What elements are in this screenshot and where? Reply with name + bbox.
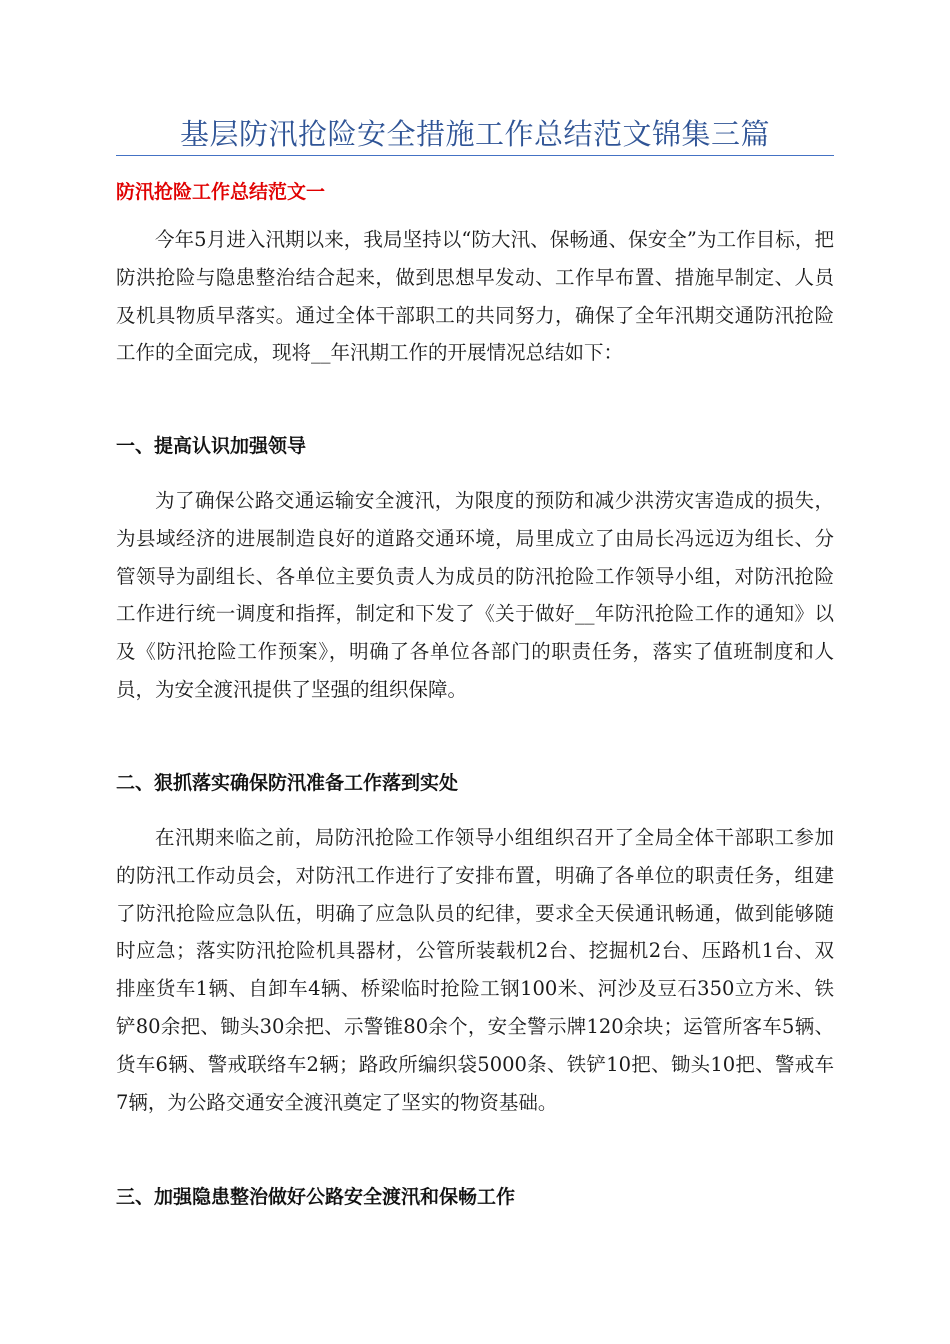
- heading-3: 三、加强隐患整治做好公路安全渡汛和保畅工作: [116, 1186, 516, 1208]
- section-title: 防汛抢险工作总结范文一: [116, 181, 326, 203]
- intro-paragraph: 今年5月进入汛期以来，我局坚持以“防大汛、保畅通、保安全”为工作目标，把防洪抢险与隐患整治结合起来，做到思想早发动、工作早布置、措施早制定、人员及机具物质早落实。通过全体干部职工的共同努力，确保了全年汛期交通防汛抢险工作的全面完成，现将__年汛期工作的开展情况总结如下：: [116, 228, 834, 365]
- title-underline: [116, 155, 834, 156]
- paragraph-1: 为了确保公路交通运输安全渡汛，为限度的预防和减少洪涝灾害造成的损失，为县域经济的进展制造良好的道路交通环境，局里成立了由局长冯远迈为组长、分管领导为副组长、各单位主要负责人为成员的防汛抢险工作领导小组，对防汛抢险工作进行统一调度和指挥，制定和下发了《关于做好__年防汛抢险工作的通知》以及《防汛抢险工作预案》，明确了各单位各部门的职责任务，落实了值班制度和人员，为安全渡汛提供了坚强的组织保障。: [116, 489, 834, 701]
- paragraph-2: 在汛期来临之前，局防汛抢险工作领导小组组织召开了全局全体干部职工参加的防汛工作动员会，对防汛工作进行了安排布置，明确了各单位的职责任务，组建了防汛抢险应急队伍，明确了应急队员的纪律，要求全天侯通讯畅通，做到能够随时应急；落实防汛抢险机具器材，公管所装载机2台、挖掘机2台、压路机1台、双排座货车1辆、自卸车4辆、桥梁临时抢险工钢100米、河沙及豆石350立方米、铁铲80余把、锄头30余把、示警锥80余个，安全警示牌120余块；运管所客车5辆、货车6辆、警戒联络车2辆；路政所编织袋5000条、铁铲10把、锄头10把、警戒车7辆，为公路交通安全渡汛奠定了坚实的物资基础。: [116, 826, 834, 1114]
- heading-2: 二、狠抓落实确保防汛准备工作落到实处: [116, 772, 459, 794]
- document-title: 基层防汛抢险安全措施工作总结范文锦集三篇: [179, 117, 770, 151]
- heading-1: 一、提高认识加强领导: [116, 435, 307, 457]
